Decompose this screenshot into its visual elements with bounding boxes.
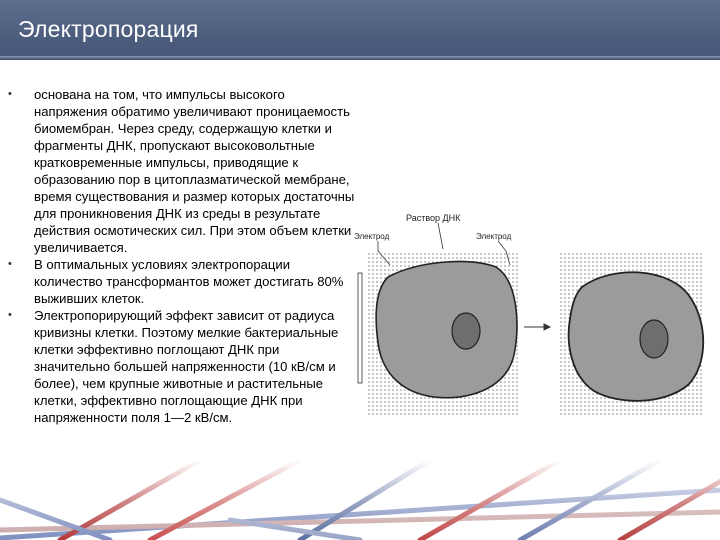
slide-title: Электропорация [18,16,199,42]
bullet-text: В оптимальных условиях электропорации количество трансформантов может достигать 80% выживших клеток. [34,257,344,306]
bullet-text: основана на том, что импульсы высокого напряжения обратимо увеличивают проницаемость биомембран. Через среду, содержащую клетки и фрагменты ДНК, пропускают высоковольтные кратковременные импульсы, приводящие к образованию пор в цитоплазматической мембране, время существования и размер которых достаточны для проникновения ДНК из среды в результате действия осмотических сил. При этом объем клетки увеличивается. [34,87,355,255]
bullet-marker: • [8,309,12,321]
label-dna-solution: Раствор ДНК [406,213,461,223]
bullet-marker: • [8,258,12,270]
transition-arrow [524,324,550,330]
bullet-item-efficiency [8,256,358,307]
deco-lines [0,460,720,540]
cell-after [569,272,704,401]
bullet-list [8,86,358,426]
electroporation-figure [348,205,720,470]
label-electrode-left: Электрод [354,232,390,241]
bullet-text: Электропорирующий эффект зависит от радиуса кривизны клетки. Поэтому мелкие бактериальные клетки эффективно поглощают ДНК при значительно большей напряженности (10 кВ/см и более), чем крупные животные и растительные клетки, эффективно поглощающие ДНК при напряженности поля 1—2 кВ/см. [34,308,339,425]
cell-before [376,262,517,398]
bullet-marker: • [8,88,12,100]
label-electrode-right: Электрод [476,232,512,241]
electrode-plate-left [358,273,362,383]
nucleus-after [640,320,668,358]
bottom-decoration [0,460,720,540]
bullet-item-mechanism [8,86,358,256]
nucleus-before [452,313,480,349]
bullet-item-curvature [8,307,358,426]
